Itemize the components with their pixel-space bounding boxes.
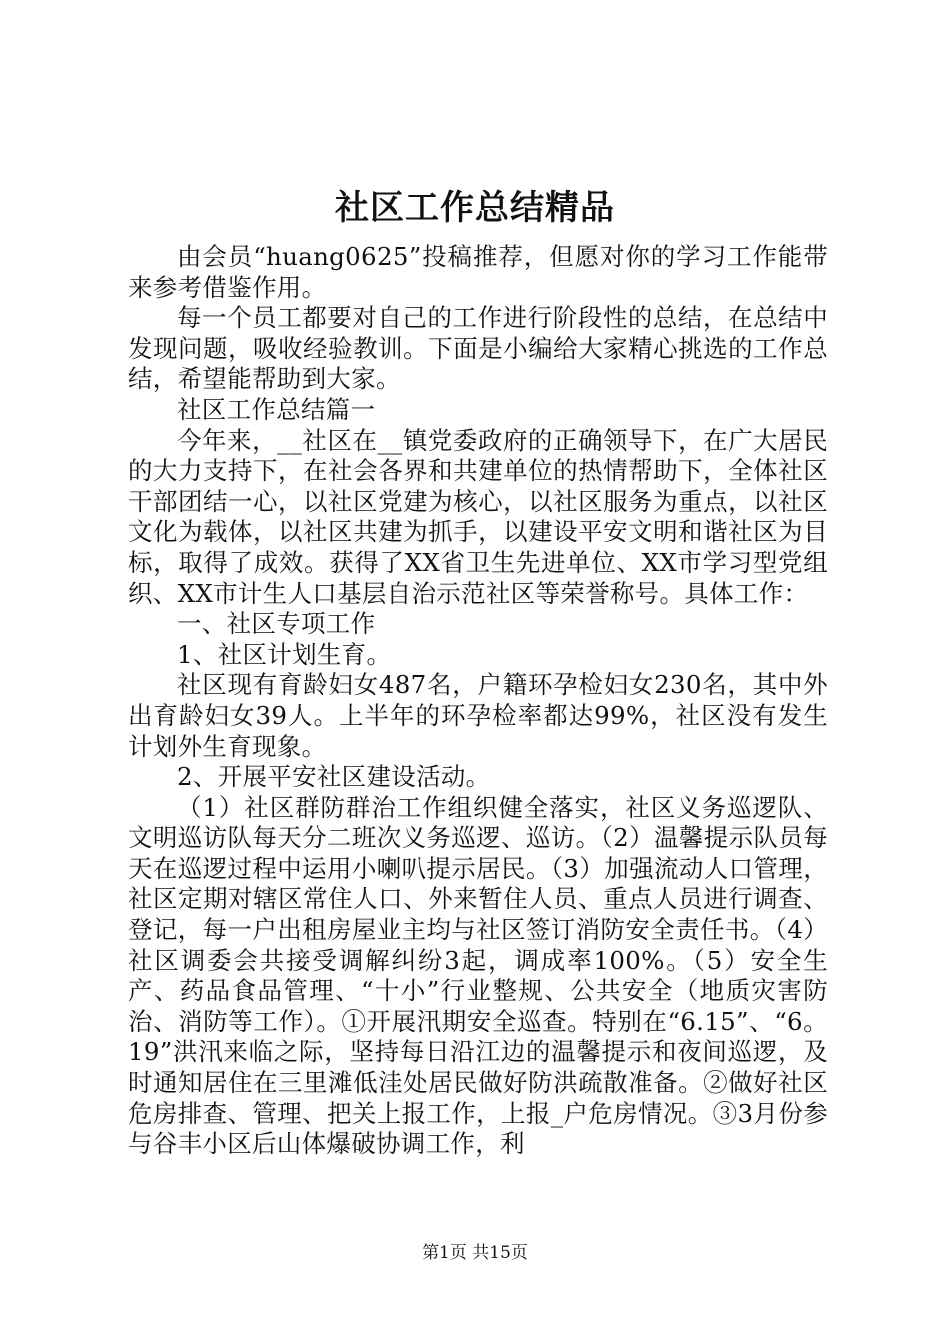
intro-paragraph: 由会员“huang0625”投稿推荐，但愿对你的学习工作能带来参考借鉴作用。	[128, 242, 828, 302]
subsection-heading: 一、社区专项工作	[177, 609, 376, 639]
safe-community-paragraph: （1）社区群防群治工作组织健全落实，社区义务巡逻队、文明巡访队每天分二班次义务巡逻、巡访。（2）温馨提示队员每天在巡逻过程中运用小喇叭提示居民。（3）加强流动人口管理，社区定期对辖区常住人口、外来暂住人员、重点人员进行调查、登记，每一户出租房屋业主均与社区签订消防安全责任书。（4）社区调委会共接受调解纠纷3起，调成率100%。（5）安全生产、药品食品管理、“十小”行业整规、公共安全（地质灾害防治、消防等工作）。①开展汛期安全巡查。特别在“6.15”、“6。19”洪汛来临之际，坚持每日沿江边的温馨提示和夜间巡逻，及时通知居住在三里滩低洼处居民做好防洪疏散准备。②做好社区危房排查、管理、把关上报工作，上报_户危房情况。③3月份参与谷丰小区后山体爆破协调工作，利	[128, 792, 828, 1159]
summary-paragraph: 每一个员工都要对自己的工作进行阶段性的总结，在总结中发现问题，吸收经验教训。下面是小编给大家精心挑选的工作总结，希望能帮助到大家。	[128, 303, 828, 394]
family-planning-paragraph: 社区现有育龄妇女487名，户籍环孕检妇女230名，其中外出育龄妇女39人。上半年的环孕检率都达99%，社区没有发生计划外生育现象。	[128, 670, 828, 761]
overview-paragraph: 今年来，__社区在__镇党委政府的正确领导下，在广大居民的大力支持下，在社会各界和共建单位的热情帮助下，全体社区干部团结一心，以社区党建为核心，以社区服务为重点，以社区文化为载体，以社区共建为抓手，以建设平安文明和谐社区为目标，取得了成效。获得了XX省卫生先进单位、XX市学习型党组织、XX市计生人口基层自治示范社区等荣誉称号。具体工作：	[128, 425, 828, 608]
page-number: 第1页 共15页	[422, 1243, 528, 1263]
item-heading-family-planning: 1、社区计划生育。	[177, 639, 392, 669]
item-heading-safe-community: 2、开展平安社区建设活动。	[177, 762, 491, 792]
section-heading: 社区工作总结篇一	[177, 394, 376, 424]
document-title: 社区工作总结精品	[335, 188, 615, 228]
document-body	[128, 242, 828, 1160]
